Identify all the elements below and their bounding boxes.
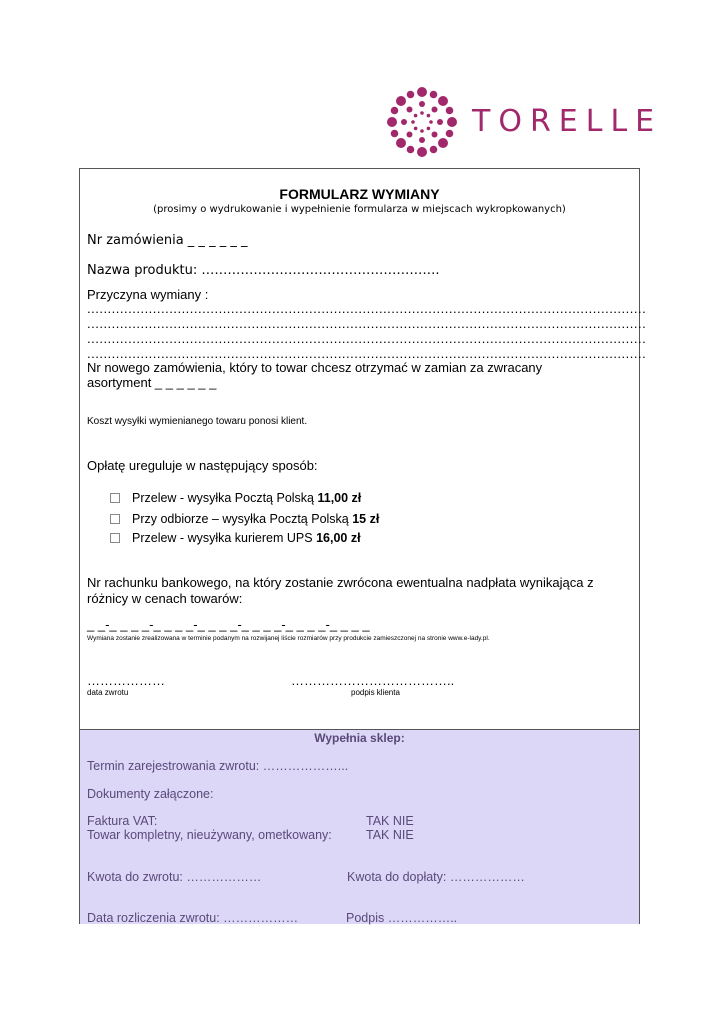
bank-label-2: różnicy w cenach towarów: [87, 591, 243, 606]
client-signature-label: podpis klienta [351, 688, 400, 697]
surcharge-amount-field[interactable]: Kwota do dopłaty: ……………… [347, 870, 525, 884]
form-title: FORMULARZ WYMIANY [279, 186, 440, 202]
invoice-label: Faktura VAT: [87, 814, 158, 828]
product-name-field[interactable]: Nazwa produktu: ………………………………………………. [87, 263, 440, 278]
settlement-date-field[interactable]: Data rozliczenia zwrotu: ……………… [87, 911, 299, 925]
refund-amount-field[interactable]: Kwota do zwrotu: ……………… [87, 870, 262, 884]
client-signature-field[interactable]: ……………………………….. [291, 673, 455, 688]
complete-goods-options[interactable]: TAK NIE [366, 828, 414, 842]
date-label: data zwrotu [87, 688, 129, 697]
shipping-note: Koszt wysyłki wymienianego towaru ponosi klient. [87, 416, 308, 427]
shop-section [80, 729, 639, 924]
torelle-logo [386, 86, 663, 158]
checkbox-icon[interactable] [110, 514, 120, 524]
payment-option-text: Przy odbiorze – wysyłka Pocztą Polską [132, 512, 353, 526]
flower-logo-icon [386, 86, 458, 158]
payment-option-text: Przelew - wysyłka Pocztą Polską [132, 491, 318, 505]
reason-line-1[interactable]: ........................................................................................................................................ [87, 301, 647, 316]
checkbox-icon[interactable] [110, 493, 120, 503]
reason-label: Przyczyna wymiany : [87, 287, 209, 302]
new-order-field[interactable]: asortyment _ _ _ _ _ _ [87, 375, 217, 390]
bank-label-1: Nr rachunku bankowego, na który zostanie zwrócona ewentualna nadpłata wynikająca z [87, 575, 594, 590]
payment-option-price: 11,00 zł [317, 491, 362, 505]
reason-line-4[interactable]: ........................................................................................................................................ [87, 346, 647, 361]
payment-option-price: 15 zł [352, 512, 380, 526]
bank-account-field[interactable]: _ _-_ _ _ _-_ _ _ _-_ _ _ _-_ _ _ _-_ _ _ _-_ _ _ _ [87, 617, 370, 632]
new-order-label: Nr nowego zamówienia, który to towar chcesz otrzymać w zamian za zwracany [87, 360, 543, 375]
registration-date-field[interactable]: Termin zarejestrowania zwrotu: ………………... [87, 759, 349, 773]
payment-option-price: 16,00 zł [316, 531, 361, 545]
exchange-form [79, 168, 647, 925]
form-subtitle: (prosimy o wydrukowanie i wypełnienie formularza w miejscach wykropkowanych) [153, 204, 566, 215]
order-number-field[interactable]: Nr zamówienia _ _ _ _ _ _ [87, 233, 248, 248]
shop-section-title: Wypełnia sklep: [314, 731, 405, 745]
reason-line-3[interactable]: ........................................................................................................................................ [87, 331, 647, 346]
shop-signature-field[interactable]: Podpis …………….. [346, 911, 458, 925]
payment-option-text: Przelew - wysyłka kurierem UPS [132, 531, 317, 545]
checkbox-icon[interactable] [110, 533, 120, 543]
logo-text: TORELLE [472, 104, 663, 139]
complete-goods-label: Towar kompletny, nieużywany, ometkowany: [87, 828, 332, 842]
reason-line-2[interactable]: ........................................................................................................................................ [87, 316, 647, 331]
customer-section [80, 169, 647, 729]
date-field[interactable]: ……………… [87, 673, 165, 688]
payment-option-transfer-ups[interactable] [110, 531, 361, 545]
documents-label: Dokumenty załączone: [87, 787, 214, 801]
payment-heading: Opłatę ureguluje w następujący sposób: [87, 458, 318, 473]
fine-print: Wymiana zostanie zrealizowana w terminie podanym na rozwijanej liście rozmiarów przy produkcie zamieszczonej na stronie www.e-lady.pl. [87, 635, 490, 642]
invoice-options[interactable]: TAK NIE [366, 814, 414, 828]
payment-option-transfer-post[interactable] [110, 491, 361, 505]
payment-option-cod-post[interactable] [110, 512, 379, 526]
